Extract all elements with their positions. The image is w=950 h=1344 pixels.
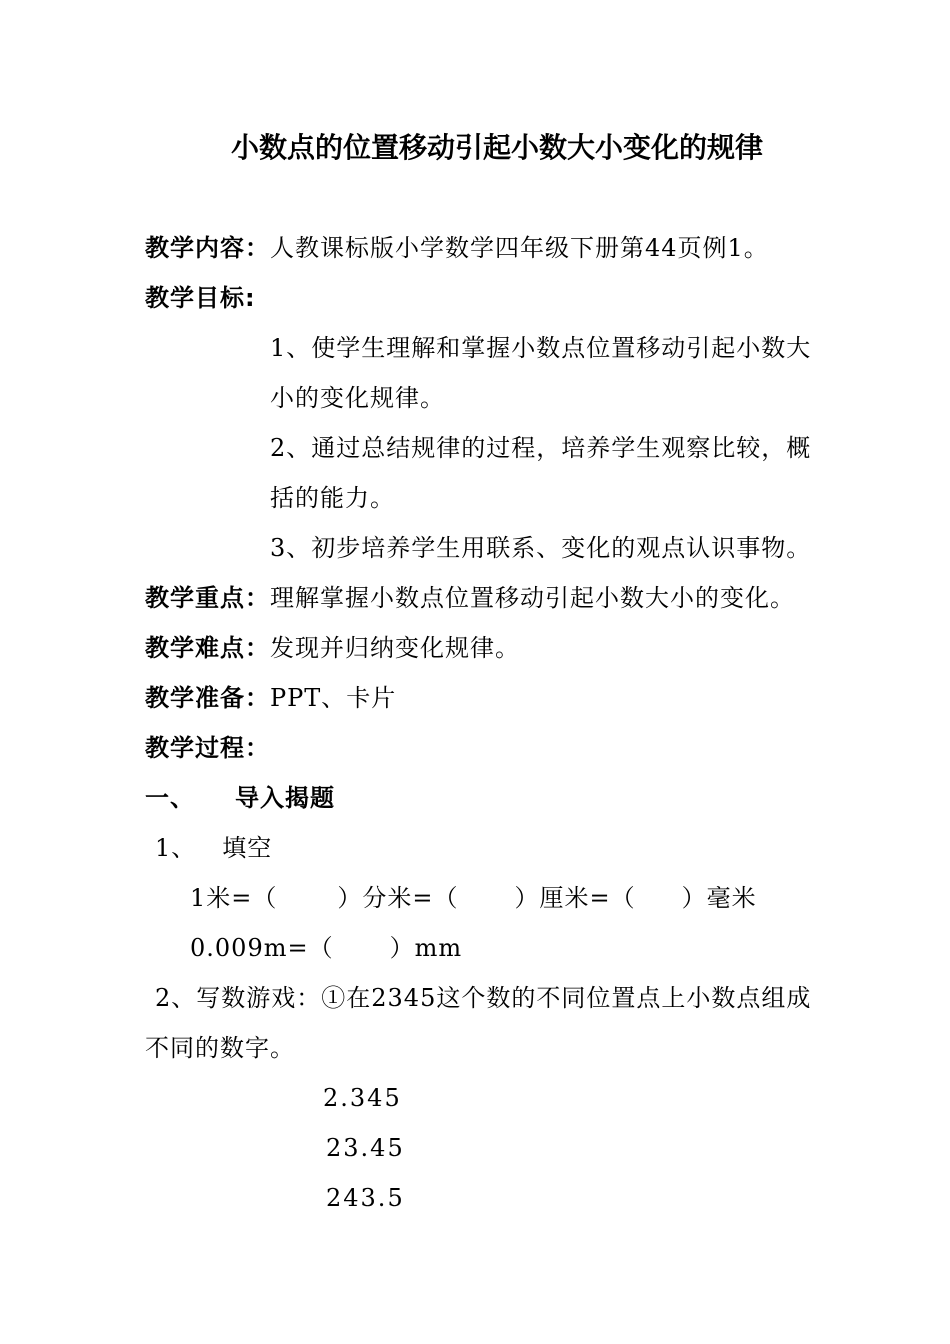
objective-2-line2: 括的能力。 xyxy=(270,484,395,512)
row2-part-b: ）mm xyxy=(389,934,463,962)
section-1-number: 一、 xyxy=(145,784,195,812)
difficulty-row xyxy=(145,632,520,664)
number-example-3: 243.5 xyxy=(326,1184,405,1212)
page-title: 小数点的位置移动引起小数大小变化的规律 xyxy=(231,131,764,164)
item-1-title: 填空 xyxy=(222,834,273,862)
key-point-label: 教学重点： xyxy=(145,584,270,612)
item-2-line1: 2、写数游戏：①在2345这个数的不同位置点上小数点组成 xyxy=(155,984,812,1012)
content-text: 人教课标版小学数学四年级下册第44页例1。 xyxy=(270,234,769,262)
objective-3-line1: 3、初步培养学生用联系、变化的观点认识事物。 xyxy=(270,534,812,562)
row1-part-c: ）厘米=（ xyxy=(514,884,636,912)
difficulty-label: 教学难点： xyxy=(145,634,270,662)
item-2-line2: 不同的数字。 xyxy=(145,1034,295,1062)
number-example-2: 23.45 xyxy=(326,1134,405,1162)
content-row xyxy=(145,232,769,264)
row1-part-b: ）分米=（ xyxy=(337,884,459,912)
objectives-label: 教学目标: xyxy=(145,284,256,312)
section-1-heading xyxy=(145,782,335,814)
row1-part-d: ）毫米 xyxy=(681,884,757,912)
fill-blank-row-1 xyxy=(190,882,757,914)
difficulty-text: 发现并归纳变化规律。 xyxy=(270,634,520,662)
row2-part-a: 0.009m=（ xyxy=(190,934,334,962)
preparation-label: 教学准备： xyxy=(145,684,270,712)
fill-blank-row-2 xyxy=(190,932,462,964)
objective-1-line2: 小的变化规律。 xyxy=(270,384,445,412)
objective-2-line1: 2、通过总结规律的过程，培养学生观察比较，概 xyxy=(270,434,812,462)
preparation-text: PPT、卡片 xyxy=(270,684,397,712)
section-1-title: 导入揭题 xyxy=(235,784,335,812)
preparation-row xyxy=(145,682,396,714)
item-1-heading xyxy=(155,832,272,864)
content-label: 教学内容： xyxy=(145,234,270,262)
key-point-text: 理解掌握小数点位置移动引起小数大小的变化。 xyxy=(270,584,795,612)
item-1-number: 1、 xyxy=(155,834,197,862)
objective-1-line1: 1、使学生理解和掌握小数点位置移动引起小数大 xyxy=(270,334,812,362)
key-point-row xyxy=(145,582,795,614)
process-label: 教学过程： xyxy=(145,734,270,762)
row1-part-a: 1米=（ xyxy=(190,884,278,912)
number-example-1: 2.345 xyxy=(323,1084,402,1112)
